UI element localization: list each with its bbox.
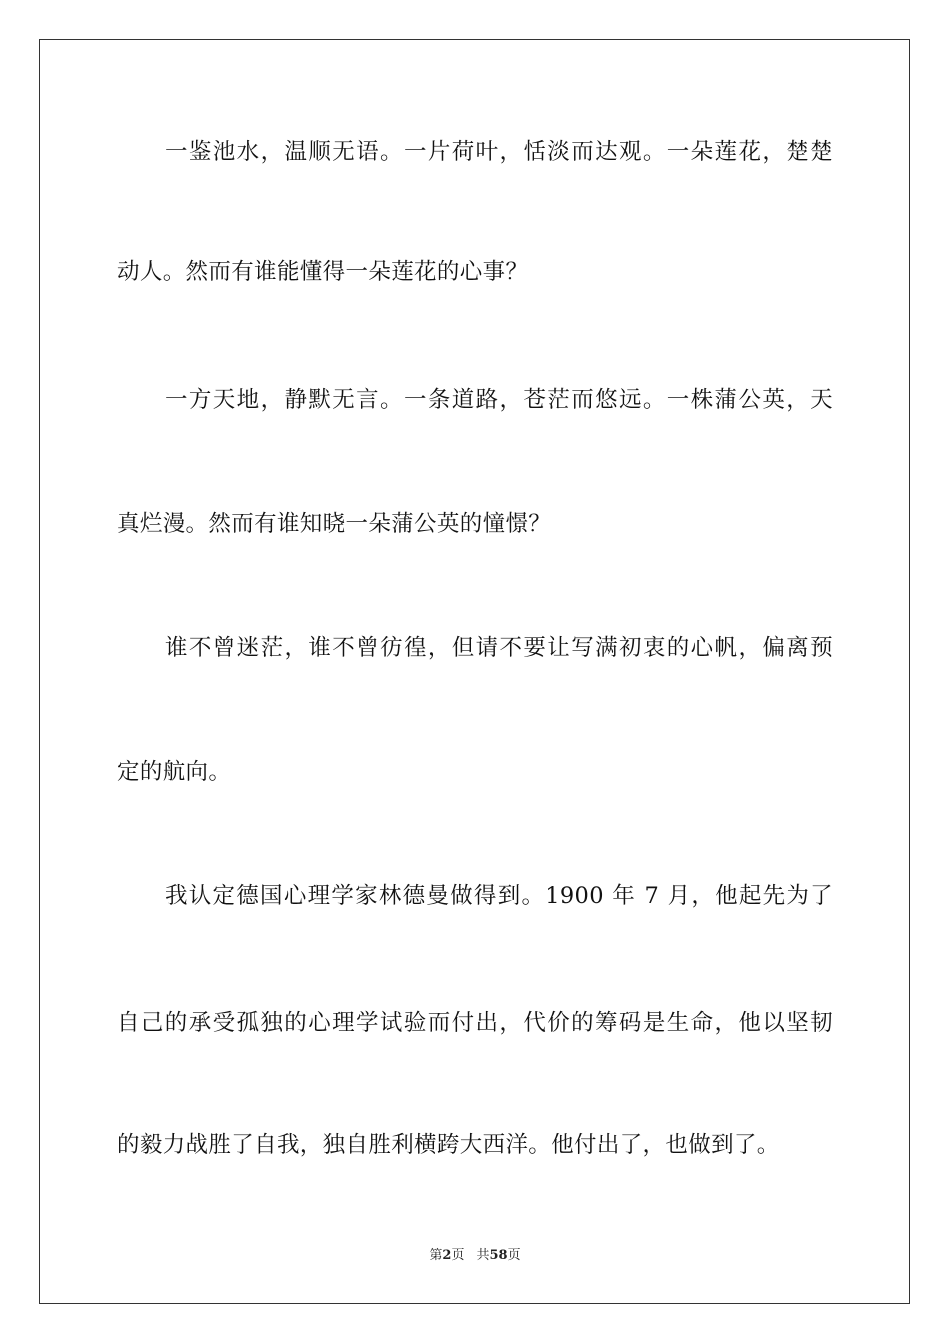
page-suffix: 页 bbox=[451, 1248, 465, 1263]
paragraph-1-line-1: 一鉴池水，温顺无语。一片荷叶，恬淡而达观。一朵莲花，楚楚 bbox=[165, 139, 833, 165]
paragraph-4-line-3: 的毅力战胜了自我，独自胜利横跨大西洋。他付出了，也做到了。 bbox=[117, 1132, 780, 1158]
paragraph-4-line-1: 我认定德国心理学家林德曼做得到。1900 年 7 月，他起先为了 bbox=[165, 883, 833, 909]
paragraph-3-line-2: 定的航向。 bbox=[117, 759, 232, 785]
total-pages: 58 bbox=[489, 1248, 508, 1263]
paragraph-1-line-2: 动人。然而有谁能懂得一朵莲花的心事？ bbox=[117, 259, 529, 285]
total-suffix: 页 bbox=[507, 1248, 521, 1263]
paragraph-3-line-1: 谁不曾迷茫，谁不曾彷徨，但请不要让写满初衷的心帆，偏离预 bbox=[165, 635, 833, 661]
paragraph-2-line-1: 一方天地，静默无言。一条道路，苍茫而悠远。一株蒲公英，天 bbox=[165, 387, 833, 413]
paragraph-4-line-2: 自己的承受孤独的心理学试验而付出，代价的筹码是生命，他以坚韧 bbox=[117, 1010, 833, 1036]
page-prefix: 第 bbox=[429, 1248, 443, 1263]
page-footer bbox=[0, 1247, 950, 1265]
total-prefix: 共 bbox=[476, 1248, 490, 1263]
page-border bbox=[39, 39, 910, 1304]
paragraph-2-line-2: 真烂漫。然而有谁知晓一朵蒲公英的憧憬？ bbox=[117, 511, 552, 537]
page-number: 2 bbox=[442, 1248, 452, 1263]
